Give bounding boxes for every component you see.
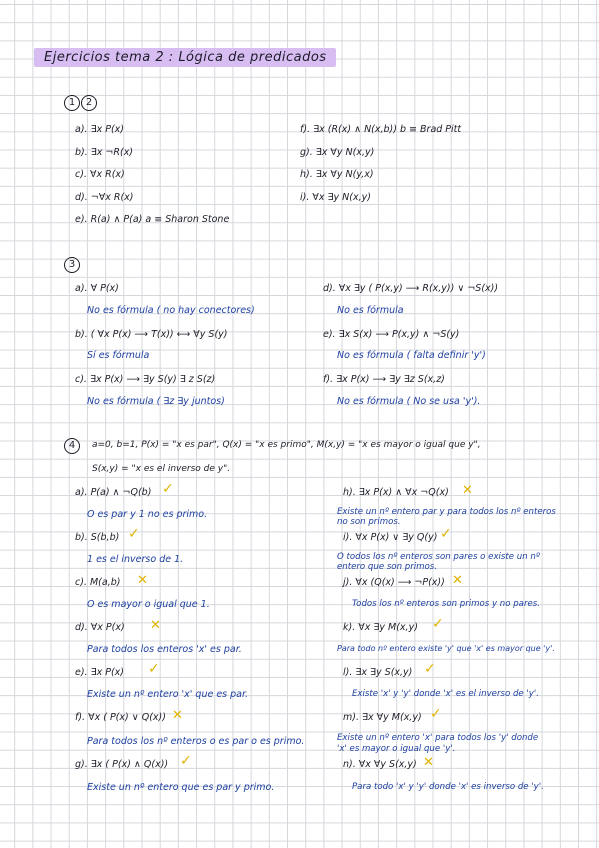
page-title: Ejercicios tema 2 : Lógica de predicados: [44, 50, 327, 65]
question-formula: f). ∀x ( P(x) ∨ Q(x)): [75, 712, 166, 723]
answer-text: Existe un nº entero 'x' que es par.: [87, 689, 249, 700]
formula-item: c). ∀x R(x): [75, 169, 125, 180]
check-icon: ✓: [432, 616, 444, 632]
answer-text: No es fórmula ( ∃z ∃y juntos): [87, 396, 225, 407]
question-formula: h). ∃x P(x) ∧ ∀x ¬Q(x): [343, 487, 449, 498]
definitions-line-1: a=0, b=1, P(x) = "x es par", Q(x) = "x es primo", M(x,y) = "x es mayor o igual que y",: [92, 440, 481, 450]
question-formula: a). P(a) ∧ ¬Q(b): [75, 487, 152, 498]
answer-text: No es fórmula: [337, 305, 404, 316]
answer-text: Existe un nº entero que es par y primo.: [87, 782, 275, 793]
answer-text: No es fórmula ( falta definir 'y'): [337, 350, 486, 361]
section-number-2: 2: [81, 95, 97, 111]
question-formula: l). ∃x ∃y S(x,y): [343, 667, 413, 678]
answer-text: No es fórmula ( no hay conectores): [87, 305, 255, 316]
cross-icon: ✕: [137, 573, 148, 588]
question-formula: n). ∀x ∀y S(x,y): [343, 759, 417, 770]
check-icon: ✓: [430, 706, 442, 722]
check-icon: ✓: [128, 526, 140, 542]
question-formula: a). ∀ P(x): [75, 283, 119, 294]
question-formula: j). ∀x (Q(x) ⟶ ¬P(x)): [343, 577, 445, 588]
cross-icon: ✕: [452, 573, 463, 588]
question-formula: f). ∃x P(x) ⟶ ∃y ∃z S(x,z): [323, 374, 445, 385]
answer-text: O es mayor o igual que 1.: [87, 599, 210, 610]
answer-text: Existe un nº entero 'x' para todos los 'y' donde: [337, 733, 539, 743]
question-formula: g). ∃x ( P(x) ∧ Q(x)): [75, 759, 169, 770]
section-number-4: 4: [64, 438, 80, 454]
check-icon: ✓: [148, 661, 160, 677]
section-number-1: 1: [64, 95, 80, 111]
answer-text: Para todo 'x' y 'y' donde 'x' es inverso de 'y'.: [352, 782, 544, 792]
question-formula: c). M(a,b): [75, 577, 121, 588]
answer-text: Para todos los enteros 'x' es par.: [87, 644, 242, 655]
formula-item: f). ∃x (R(x) ∧ N(x,b)) b ≡ Brad Pitt: [300, 124, 462, 135]
question-formula: d). ∀x P(x): [75, 622, 125, 633]
question-formula: b). S(b,b): [75, 532, 120, 543]
answer-text: no son primos.: [337, 517, 401, 527]
formula-item: b). ∃x ¬R(x): [75, 147, 134, 158]
answer-text: Sí es fórmula: [87, 350, 150, 361]
answer-text: entero que son primos.: [337, 562, 437, 572]
answer-text: Para todo nº entero existe 'y' que 'x' es mayor que 'y'.: [337, 644, 555, 653]
question-formula: k). ∀x ∃y M(x,y): [343, 622, 418, 633]
formula-item: e). R(a) ∧ P(a) a ≡ Sharon Stone: [75, 214, 230, 225]
answer-text: O todos los nº enteros son pares o existe un nº: [337, 552, 540, 562]
cross-icon: ✕: [423, 755, 434, 770]
definitions-line-2: S(x,y) = "x es el inverso de y".: [92, 464, 231, 474]
answer-text: Existe un nº entero par y para todos los nº enteros: [337, 507, 556, 517]
check-icon: ✓: [180, 753, 192, 769]
formula-item: g). ∃x ∀y N(x,y): [300, 147, 375, 158]
question-formula: m). ∃x ∀y M(x,y): [343, 712, 422, 723]
cross-icon: ✕: [172, 708, 183, 723]
answer-text: Existe 'x' y 'y' donde 'x' es el inverso de 'y'.: [352, 689, 539, 699]
formula-item: h). ∃x ∀y N(y,x): [300, 169, 374, 180]
check-icon: ✓: [440, 526, 452, 542]
question-formula: d). ∀x ∃y ( P(x,y) ⟶ R(x,y)) ∨ ¬S(x)): [323, 283, 499, 294]
check-icon: ✓: [162, 481, 174, 497]
cross-icon: ✕: [150, 618, 161, 633]
answer-text: Para todos los nº enteros o es par o es primo.: [87, 736, 305, 747]
question-formula: e). ∃x P(x): [75, 667, 124, 678]
question-formula: e). ∃x S(x) ⟶ P(x,y) ∧ ¬S(y): [323, 329, 460, 340]
question-formula: c). ∃x P(x) ⟶ ∃y S(y) ∃ z S(z): [75, 374, 216, 385]
answer-text: 'x' es mayor o igual que 'y'.: [337, 744, 456, 754]
formula-item: d). ¬∀x R(x): [75, 192, 134, 203]
formula-item: i). ∀x ∃y N(x,y): [300, 192, 371, 203]
question-formula: b). ( ∀x P(x) ⟶ T(x)) ⟷ ∀y S(y): [75, 329, 228, 340]
question-formula: i). ∀x P(x) ∨ ∃y Q(y): [343, 532, 438, 543]
formula-item: a). ∃x P(x): [75, 124, 124, 135]
answer-text: O es par y 1 no es primo.: [87, 509, 208, 520]
answer-text: 1 es el inverso de 1.: [87, 554, 184, 565]
section-number-3: 3: [64, 257, 80, 273]
answer-text: No es fórmula ( No se usa 'y').: [337, 396, 481, 407]
answer-text: Todos los nº enteros son primos y no pares.: [352, 599, 540, 609]
check-icon: ✓: [424, 661, 436, 677]
cross-icon: ✕: [462, 483, 473, 498]
